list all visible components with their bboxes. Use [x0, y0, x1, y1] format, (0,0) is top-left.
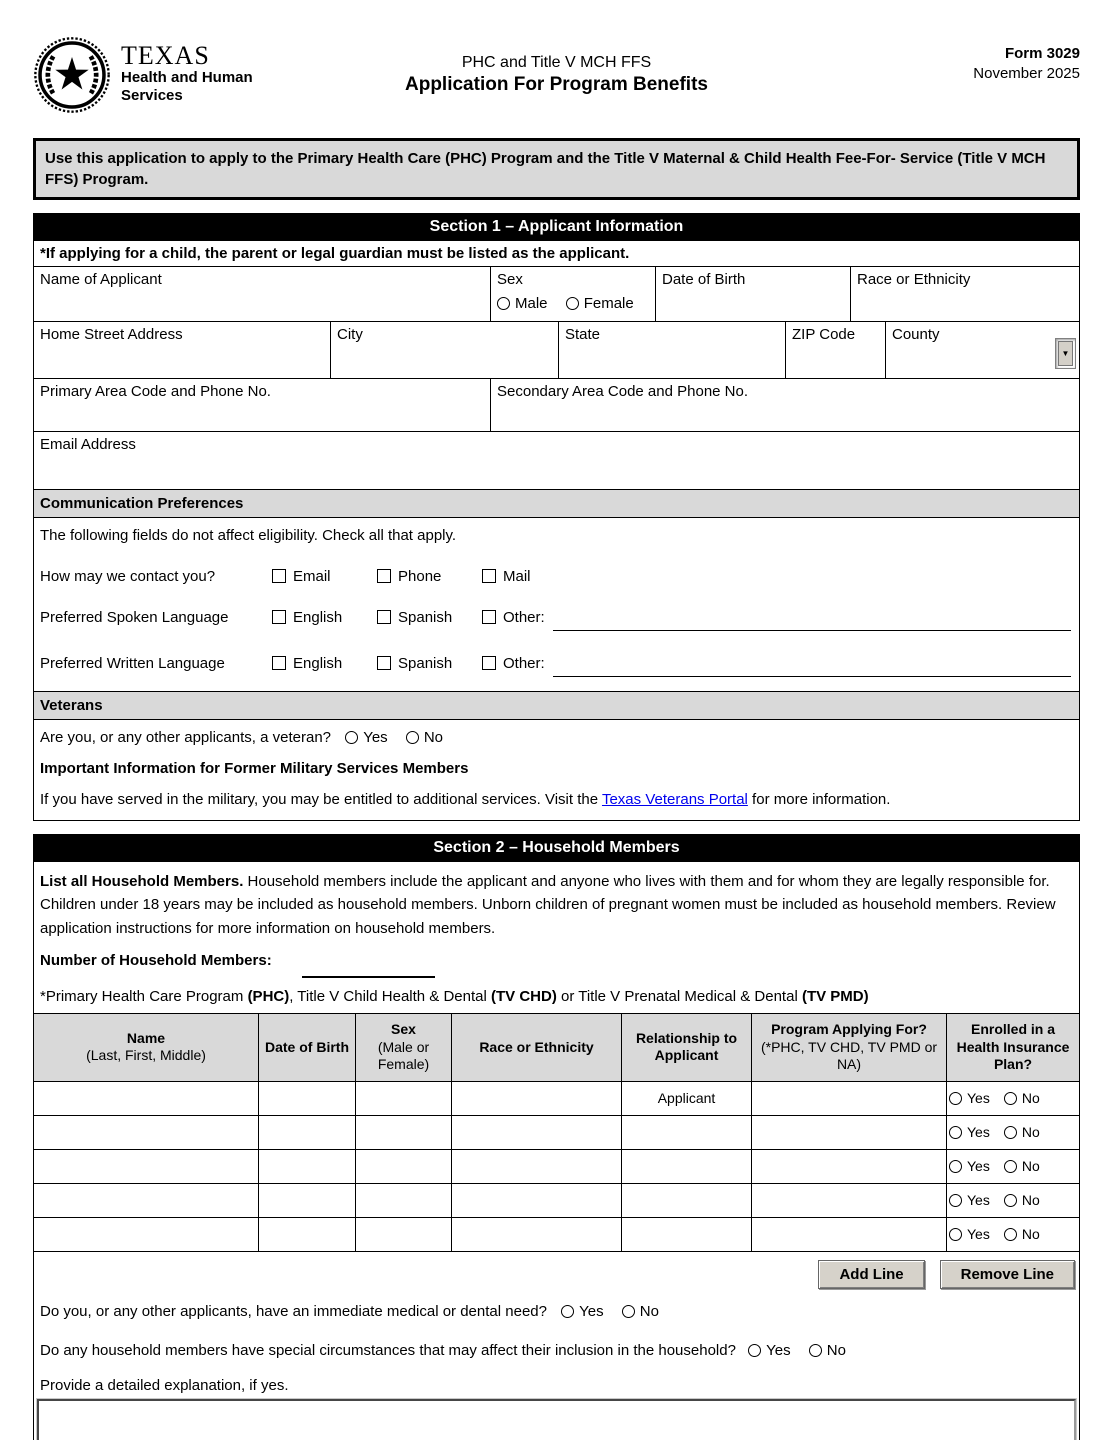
county-field[interactable]: [886, 322, 1079, 378]
contact-mail-checkbox[interactable]: [482, 569, 496, 583]
city-label: City: [337, 326, 363, 343]
hm2-dob-cell[interactable]: [259, 1116, 356, 1149]
military-info-post: for more information.: [747, 791, 891, 808]
special-circumstances-question-row: Do any household members have special circumstances that may affect their inclusion in the household? Yes No: [40, 1341, 846, 1359]
instruction-box: Use this application to apply to the Primary Health Care (PHC) Program and the Title V Maternal & Child Health Fee-For- Service (Title V MCH FFS) Program.: [33, 138, 1080, 200]
primary-phone-field[interactable]: [34, 379, 491, 431]
texas-hhs-logo: [33, 36, 283, 114]
contact-phone-label: Phone: [398, 568, 442, 585]
email-address-field[interactable]: [34, 432, 1079, 489]
phc-abbrev: (PHC): [247, 987, 290, 1005]
add-line-button[interactable]: Add Line: [818, 1260, 924, 1289]
section-1-header: Section 1 – Applicant Information: [33, 213, 1080, 241]
spoken-other-label: Other:: [503, 609, 545, 626]
explanation-textbox[interactable]: [37, 1399, 1076, 1440]
household-count-input[interactable]: [302, 969, 435, 978]
logo-org-name: TEXAS: [121, 41, 210, 70]
hm2-enrolled-no-radio[interactable]: [1004, 1126, 1017, 1139]
hm3-enrolled-yes-radio[interactable]: [949, 1160, 962, 1173]
form-title-block: [283, 36, 830, 96]
name-of-applicant-label: Name of Applicant: [40, 271, 162, 288]
hm1-name-cell[interactable]: [34, 1082, 259, 1115]
date-of-birth-label: Date of Birth: [662, 271, 746, 288]
table-actions: [34, 1252, 1079, 1297]
date-of-birth-field[interactable]: [656, 267, 851, 321]
primary-phone-label: Primary Area Code and Phone No.: [40, 383, 271, 400]
hm5-dob-cell[interactable]: [259, 1218, 356, 1251]
hm3-enrolled-cell: Yes No: [947, 1150, 1079, 1183]
col-header-program: Program Applying For? (*PHC, TV CHD, TV PMD or NA): [752, 1014, 947, 1081]
page-header: [33, 36, 1080, 114]
state-label: State: [565, 326, 601, 343]
section-1: [33, 213, 1080, 821]
state-field[interactable]: [559, 322, 786, 378]
table-row: [34, 1184, 1079, 1218]
hm2-relationship-cell[interactable]: [622, 1116, 752, 1149]
hm4-enrolled-cell: Yes No: [947, 1184, 1079, 1217]
written-spanish-checkbox[interactable]: [377, 656, 391, 670]
written-english-checkbox[interactable]: [272, 656, 286, 670]
table-header-row: [34, 1014, 1079, 1082]
zip-code-label: ZIP Code: [792, 326, 856, 343]
household-count-label: Number of Household Members:: [40, 951, 272, 969]
county-dropdown[interactable]: [1055, 338, 1076, 369]
intro-lead: List all Household Members.: [40, 873, 244, 890]
hm1-program-cell[interactable]: [752, 1082, 947, 1115]
hm5-name-cell[interactable]: [34, 1218, 259, 1251]
veteran-no-label: No: [423, 729, 444, 746]
household-members-intro: [34, 862, 1079, 940]
hm3-dob-cell[interactable]: [259, 1150, 356, 1183]
form-number: Form 3029: [1004, 45, 1080, 62]
hm5-enrolled-cell: Yes No: [947, 1218, 1079, 1251]
hm2-enrolled-cell: Yes No: [947, 1116, 1079, 1149]
written-other-checkbox[interactable]: [482, 656, 496, 670]
form-date: November 2025: [973, 65, 1080, 83]
military-info-heading: Important Information for Former Military Services Members: [40, 760, 469, 777]
race-ethnicity-field[interactable]: [851, 267, 1079, 321]
county-label: County: [892, 326, 940, 343]
hm1-enrolled-cell: Yes No: [947, 1082, 1079, 1115]
hm4-enrolled-no-radio[interactable]: [1004, 1194, 1017, 1207]
hm2-program-cell[interactable]: [752, 1116, 947, 1149]
secondary-phone-field[interactable]: [491, 379, 1079, 431]
spoken-spanish-label: Spanish: [398, 609, 453, 626]
section-1-body: [33, 241, 1080, 821]
city-field[interactable]: [331, 322, 559, 378]
tv-pmd-abbrev: (TV PMD): [801, 987, 869, 1005]
hm2-race-cell[interactable]: [452, 1116, 622, 1149]
hm3-sex-cell[interactable]: [356, 1150, 452, 1183]
hm5-relationship-cell[interactable]: [622, 1218, 752, 1251]
hm5-sex-cell[interactable]: [356, 1218, 452, 1251]
col-header-name: Name (Last, First, Middle): [34, 1014, 259, 1081]
written-language-label: Preferred Written Language: [40, 655, 225, 672]
hm4-enrolled-yes-radio[interactable]: [949, 1194, 962, 1207]
veterans-header: Veterans: [34, 692, 1079, 720]
spoken-english-label: English: [293, 609, 343, 626]
hm4-race-cell[interactable]: [452, 1184, 622, 1217]
col-header-enrolled: Enrolled in a Health Insurance Plan?: [947, 1014, 1079, 1081]
texas-seal-icon: [33, 36, 111, 114]
sex-field: [491, 267, 656, 321]
section-2-body: [33, 862, 1080, 1440]
sex-female-label: Female: [583, 295, 634, 312]
programs-line: [34, 978, 1079, 1013]
hm3-enrolled-no-radio[interactable]: [1004, 1160, 1017, 1173]
programs-text: *Primary Health Care Program: [40, 987, 248, 1005]
hm3-name-cell[interactable]: [34, 1150, 259, 1183]
home-street-address-field[interactable]: [34, 322, 331, 378]
sex-label: Sex: [497, 271, 523, 288]
hm1-race-cell[interactable]: [452, 1082, 622, 1115]
hm1-relationship-cell: Applicant: [622, 1082, 752, 1115]
section-2: [33, 834, 1080, 1440]
communication-preferences-body: [34, 518, 1079, 692]
spoken-other-checkbox[interactable]: [482, 610, 496, 624]
contact-method-label: How may we contact you?: [40, 568, 216, 585]
form-meta: [830, 36, 1080, 85]
medical-need-question-row: Do you, or any other applicants, have an immediate medical or dental need? Yes No: [40, 1302, 659, 1320]
secondary-phone-label: Secondary Area Code and Phone No.: [497, 383, 749, 400]
logo-dept-line1: Health and Human: [121, 69, 253, 87]
hm4-sex-cell[interactable]: [356, 1184, 452, 1217]
written-other-label: Other:: [503, 655, 545, 672]
hm4-dob-cell[interactable]: [259, 1184, 356, 1217]
hm5-enrolled-yes-radio[interactable]: [949, 1228, 962, 1241]
hm5-program-cell[interactable]: [752, 1218, 947, 1251]
logo-dept-line2: Services: [121, 86, 183, 104]
household-members-table: [34, 1013, 1079, 1252]
contact-method-row: [40, 568, 1073, 585]
programs-text: , Title V Child Health & Dental: [289, 987, 491, 1005]
spoken-other-input[interactable]: [553, 609, 1071, 631]
veteran-question: Are you, or any other applicants, a veteran?: [40, 729, 332, 746]
table-row: [34, 1218, 1079, 1252]
medical-need-no-radio[interactable]: [622, 1305, 635, 1318]
programs-text: or Title V Prenatal Medical & Dental: [556, 987, 802, 1005]
dropdown-arrow-icon[interactable]: ▼: [1058, 341, 1073, 366]
written-english-label: English: [293, 655, 343, 672]
logo-text: [121, 36, 253, 104]
hm1-enrolled-yes-radio[interactable]: [949, 1092, 962, 1105]
hm2-name-cell[interactable]: [34, 1116, 259, 1149]
col-header-sex: Sex (Male or Female): [356, 1014, 452, 1081]
section-2-header: Section 2 – Household Members: [33, 834, 1080, 862]
hm2-enrolled-yes-radio[interactable]: [949, 1126, 962, 1139]
veteran-no-radio[interactable]: [406, 731, 419, 744]
table-row: [34, 1150, 1079, 1184]
sex-male-label: Male: [515, 295, 548, 312]
military-info-pre: If you have served in the military, you may be entitled to additional services. Visit the: [40, 791, 602, 808]
zip-code-field[interactable]: [786, 322, 886, 378]
spoken-english-checkbox[interactable]: [272, 610, 286, 624]
email-address-label: Email Address: [40, 436, 136, 453]
veterans-body: [34, 720, 1079, 820]
hm1-enrolled-no-radio[interactable]: [1004, 1092, 1017, 1105]
remove-line-button[interactable]: Remove Line: [940, 1260, 1075, 1289]
hm1-sex-cell[interactable]: [356, 1082, 452, 1115]
form-subtitle: PHC and Title V MCH FFS: [461, 54, 652, 71]
sex-male-radio[interactable]: [497, 297, 510, 310]
form-title: Application For Program Benefits: [405, 74, 708, 95]
home-street-address-label: Home Street Address: [40, 326, 183, 343]
table-row: [34, 1116, 1079, 1150]
sex-female-radio[interactable]: [566, 297, 579, 310]
veteran-yes-label: Yes: [363, 729, 388, 746]
tv-chd-abbrev: (TV CHD): [491, 987, 557, 1005]
hm5-enrolled-no-radio[interactable]: [1004, 1228, 1017, 1241]
spoken-language-label: Preferred Spoken Language: [40, 609, 229, 626]
contact-phone-checkbox[interactable]: [377, 569, 391, 583]
hm2-sex-cell[interactable]: [356, 1116, 452, 1149]
contact-email-checkbox[interactable]: [272, 569, 286, 583]
contact-email-label: Email: [293, 568, 331, 585]
race-ethnicity-label: Race or Ethnicity: [857, 271, 971, 288]
name-of-applicant-field[interactable]: [34, 267, 491, 321]
hm3-program-cell[interactable]: [752, 1150, 947, 1183]
hm4-relationship-cell[interactable]: [622, 1184, 752, 1217]
communication-note: The following fields do not affect eligibility. Check all that apply.: [40, 527, 457, 544]
communication-preferences-header: Communication Preferences: [34, 490, 1079, 518]
medical-need-yes-radio[interactable]: [561, 1305, 574, 1318]
col-header-relationship: Relationship to Applicant: [622, 1014, 752, 1081]
veteran-yes-radio[interactable]: [345, 731, 358, 744]
col-header-dob: Date of Birth: [259, 1014, 356, 1081]
explanation-label: Provide a detailed explanation, if yes.: [40, 1376, 289, 1394]
written-spanish-label: Spanish: [398, 655, 453, 672]
medical-need-question: Do you, or any other applicants, have an immediate medical or dental need?: [40, 1302, 547, 1320]
special-circumstances-question: Do any household members have special circumstances that may affect their inclusion in the household?: [40, 1341, 736, 1359]
contact-mail-label: Mail: [503, 568, 531, 585]
special-circumstances-yes-radio[interactable]: [748, 1344, 761, 1357]
intro-rest: Household members include the applicant and anyone who lives with them and for whom they are legally responsible for. Children under 18 years may be included as household members. Unborn children of pregnant women must be included as household members. Review application instructions for more information on household members.: [40, 873, 1056, 937]
hm4-name-cell[interactable]: [34, 1184, 259, 1217]
special-circumstances-no-radio[interactable]: [809, 1344, 822, 1357]
hm3-relationship-cell[interactable]: [622, 1150, 752, 1183]
hm4-program-cell[interactable]: [752, 1184, 947, 1217]
hm1-dob-cell[interactable]: [259, 1082, 356, 1115]
military-info-text: [40, 791, 1073, 808]
written-language-row: [40, 655, 1073, 677]
texas-veterans-portal-link[interactable]: Texas Veterans Portal: [601, 791, 748, 808]
applicant-note: *If applying for a child, the parent or legal guardian must be listed as the applicant.: [34, 241, 1079, 267]
spoken-spanish-checkbox[interactable]: [377, 610, 391, 624]
col-header-race: Race or Ethnicity: [452, 1014, 622, 1081]
written-other-input[interactable]: [553, 655, 1071, 677]
spoken-language-row: [40, 609, 1073, 631]
hm3-race-cell[interactable]: [452, 1150, 622, 1183]
table-row: [34, 1082, 1079, 1116]
hm5-race-cell[interactable]: [452, 1218, 622, 1251]
